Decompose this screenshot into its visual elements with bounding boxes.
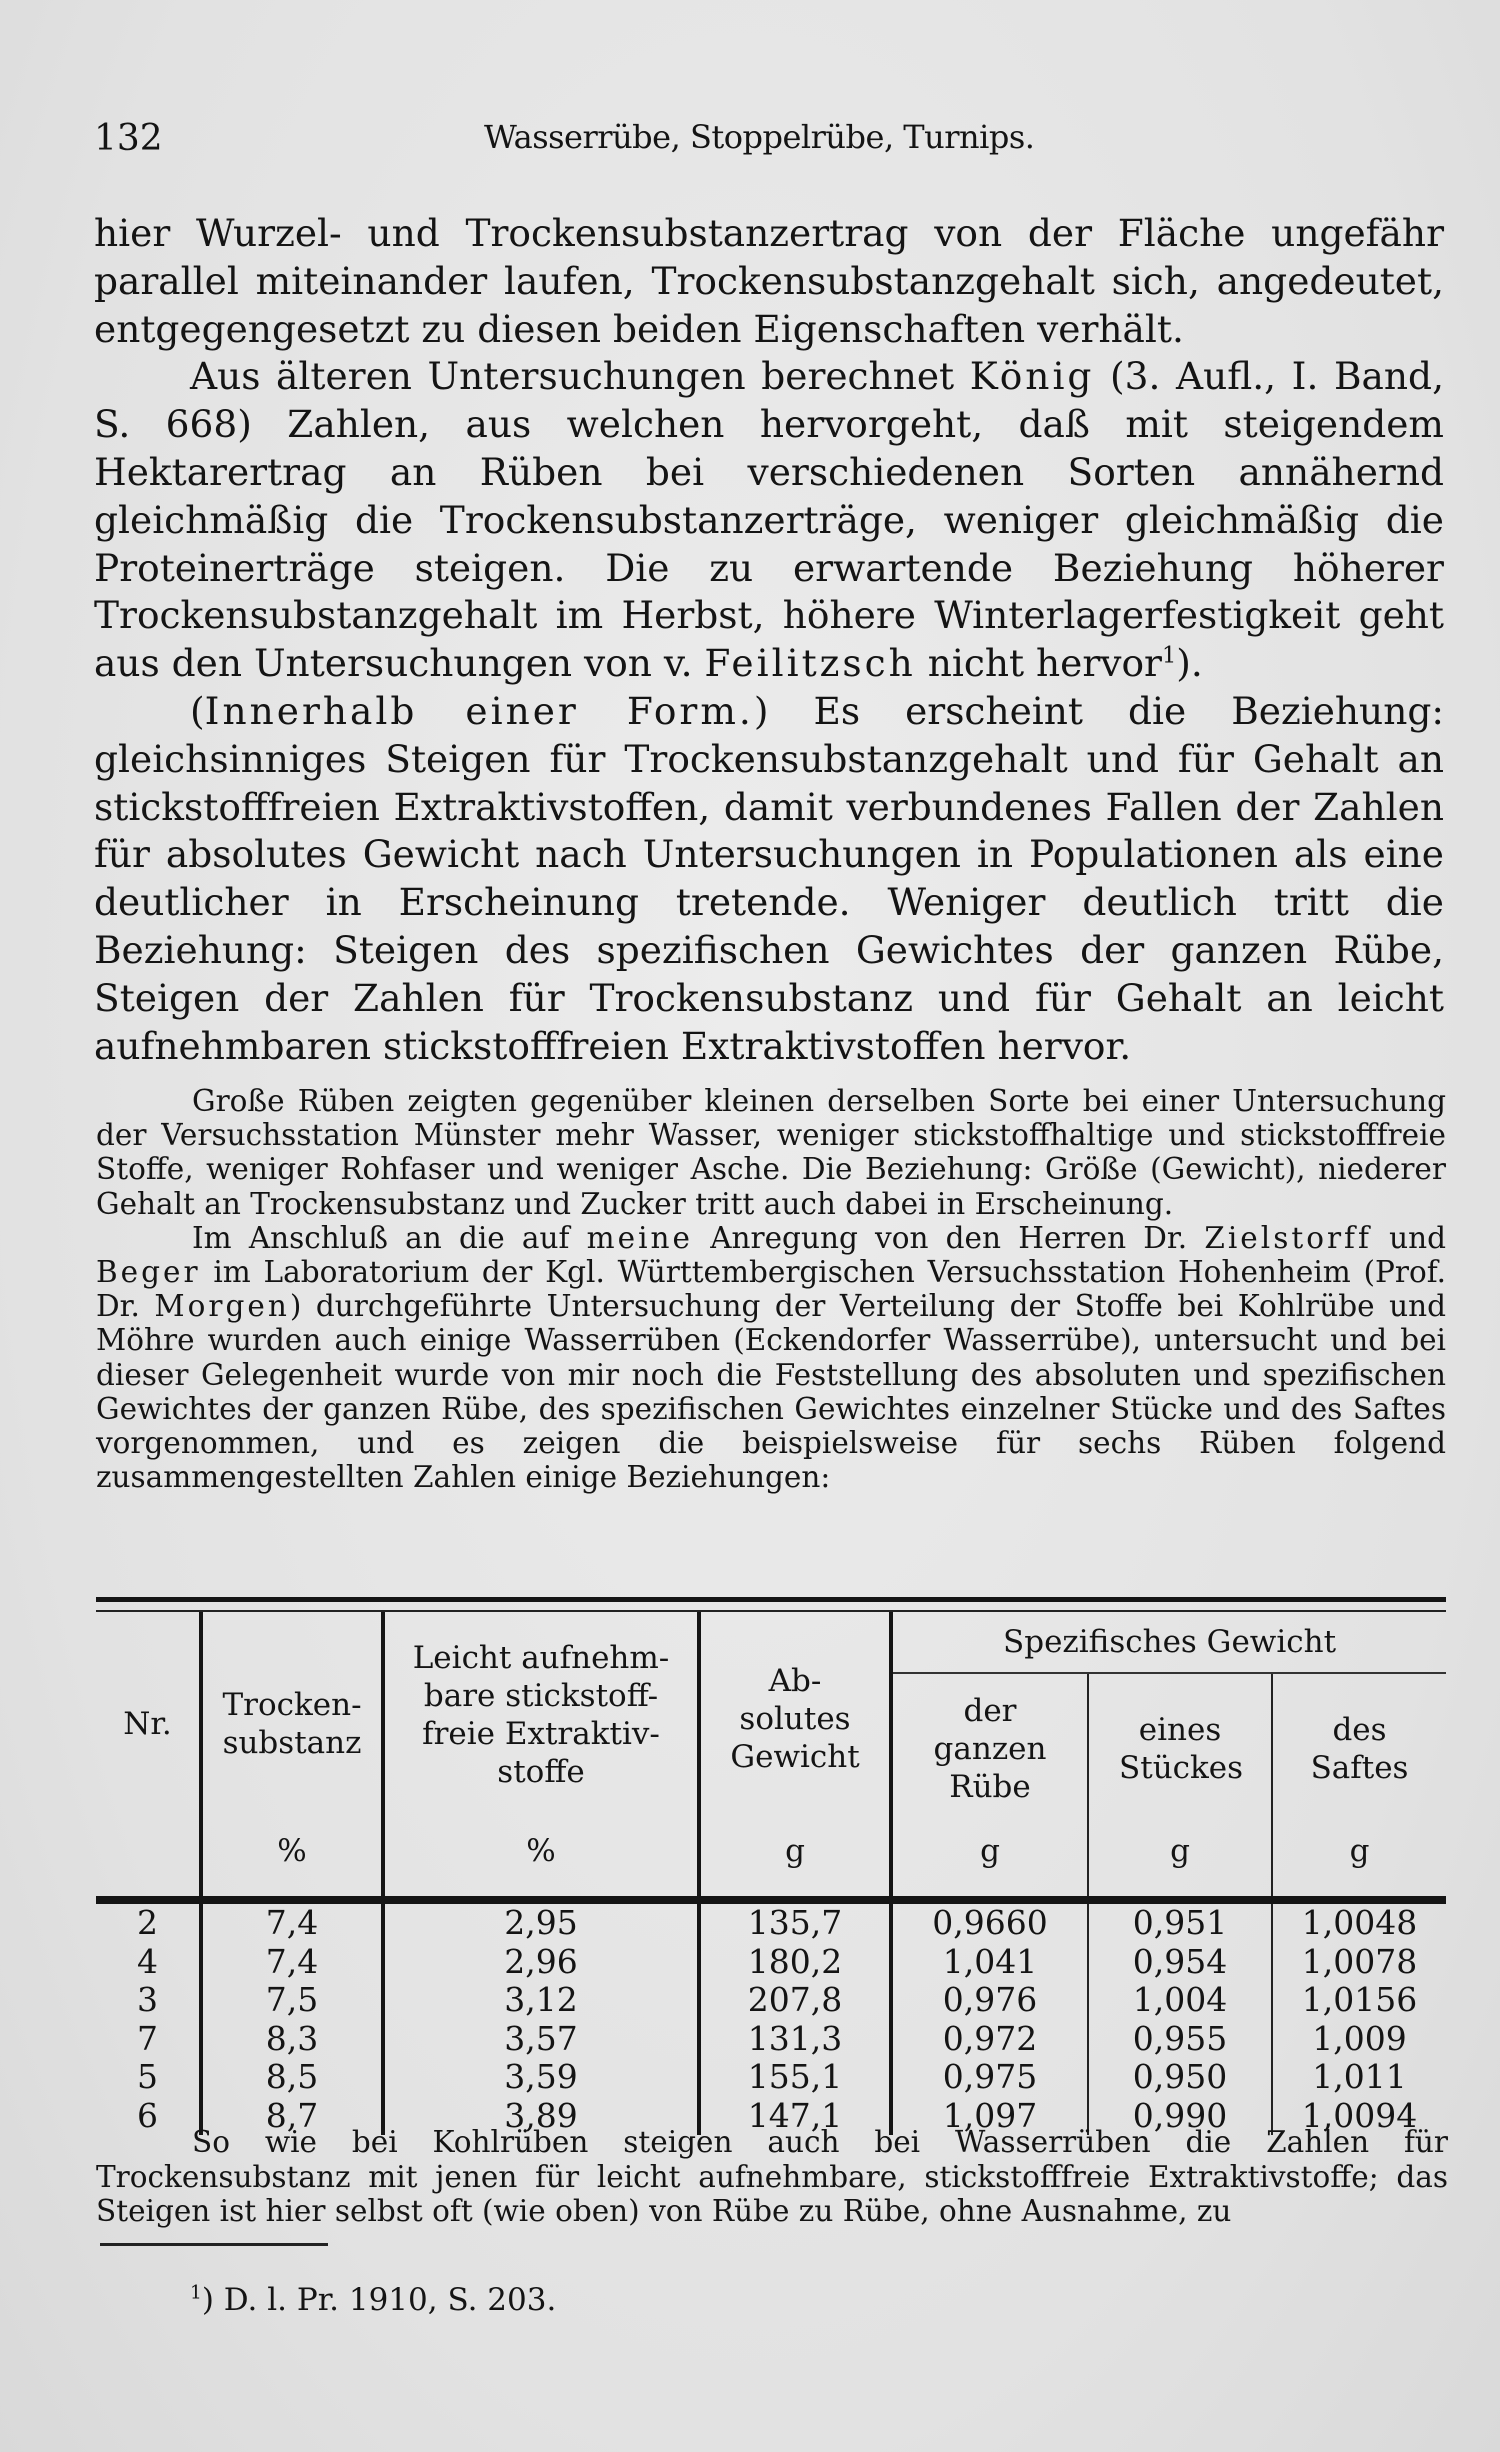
paragraph-3: (Innerhalb einer Form.) Es erscheint die Beziehung: gleichsinniges Steigen für Trockensubstanzgehalt und für Gehalt an stickstofffreien Extraktivstoffen, damit verbundenes Fallen der Zahlen für absolutes Gewicht nach Untersuchungen in Populationen als eine deutlicher in Erscheinung tretende. Weniger deutlich tritt die Beziehung: Steigen des spezifischen Gewichtes der ganzen Rübe, Steigen der Zahlen für Trockensubstanz und für Gehalt an leicht aufnehmbaren stickstofffreien Extraktivstoffen hervor. xyxy=(94,688,1444,1068)
col-header-extraktivstoffe: Leicht aufnehm-bare stickstoff-freie Extraktiv-stoffe xyxy=(383,1612,699,1806)
small-print-section xyxy=(96,1084,1446,1494)
section-label: Innerhalb einer Form. xyxy=(204,688,754,733)
table-row: 4 7,4 2,96 180,2 1,041 0,954 1,0078 xyxy=(96,1943,1446,1982)
col-header-saft: des Saftes xyxy=(1272,1673,1446,1806)
table-row: 6 8,7 3,89 147,1 1,097 0,990 1,0094 xyxy=(96,2097,1446,2136)
small-paragraph-2: Im Anschluß an die auf meine Anregung von den Herren Dr. Zielstorff und Beger im Laboratorium der Kgl. Württembergischen Versuchsstation Hohenheim (Prof. Dr. Morgen) durchgeführte Untersuchung der Verteilung der Stoffe bei Kohlrübe und Möhre wurden auch einige Wasserrüben (Eckendorfer Wasserrübe), untersucht und bei dieser Gelegenheit wurde von mir noch die Feststellung des absoluten und spezifischen Gewichtes der ganzen Rübe, des spezifischen Gewichtes einzelner Stücke und des Saftes vorgenommen, und es zeigen die beispielsweise für sechs Rüben folgend zusammengestellten Zahlen einige Beziehungen: xyxy=(96,1220,1446,1495)
table-row: 3 7,5 3,12 207,8 0,976 1,004 1,0156 xyxy=(96,1981,1446,2020)
footnote-ref[interactable]: 1 xyxy=(1161,642,1177,669)
main-text xyxy=(94,210,1444,1070)
paragraph-1: hier Wurzel- und Trockensubstanzertrag von der Fläche ungefähr parallel miteinander laufen, Trockensubstanzgehalt sich, angedeutet, entgegengesetzt zu diesen beiden Eigenschaften verhält. xyxy=(94,211,1444,351)
unit-gram: g xyxy=(1088,1806,1272,1900)
post-table-text xyxy=(96,2125,1448,2229)
col-header-absolutes-gewicht: Ab-solutes Gewicht xyxy=(699,1612,891,1806)
paragraph-2: Aus älteren Untersuchungen berechnet König (3. Aufl., I. Band, S. 668) Zahlen, aus welchen hervorgeht, daß mit steigendem Hektarertrag an Rüben bei verschiedenen Sorten annähernd gleichmäßig die Trockensubstanzerträge, weniger gleichmäßig die Proteinerträge steigen. Die zu erwartende Beziehung höherer Trockensubstanzgehalt im Herbst, höhere Winterlagerfestigkeit geht aus den Untersuchungen von v. Feilitzsch nicht hervor$^1$). xyxy=(94,354,1444,686)
col-header-trockensubstanz: Trocken-substanz xyxy=(201,1612,383,1806)
unit-gram: g xyxy=(891,1806,1088,1900)
unit-percent: % xyxy=(201,1806,383,1900)
col-header-stueck: eines Stückes xyxy=(1088,1673,1272,1806)
col-header-ganze-ruebe: der ganzen Rübe xyxy=(891,1673,1088,1806)
rueben-table xyxy=(96,1612,1446,2135)
data-table xyxy=(96,1597,1446,2135)
table-row: 5 8,5 3,59 155,1 0,975 0,950 1,011 xyxy=(96,2058,1446,2097)
small-paragraph-1: Große Rüben zeigten gegenüber kleinen derselben Sorte bei einer Untersuchung der Versuchsstation Münster mehr Wasser, weniger stickstoffhaltige und stickstofffreie Stoffe, weniger Rohfaser und weniger Asche. Die Beziehung: Größe (Gewicht), niederer Gehalt an Trockensubstanz und Zucker tritt auch dabei in Erscheinung. xyxy=(96,1084,1446,1221)
header-row-1 xyxy=(96,1612,1446,1673)
running-title: Wasserrübe, Stoppelrübe, Turnips. xyxy=(484,118,1035,156)
units-row xyxy=(96,1806,1446,1900)
unit-gram: g xyxy=(699,1806,891,1900)
col-header-nr: Nr. xyxy=(123,1706,172,1742)
author-name-koenig: König xyxy=(969,354,1095,399)
table-row: 2 7,4 2,95 135,7 0,9660 0,951 1,0048 xyxy=(96,1904,1446,1943)
footnote-text: ) D. l. Pr. 1910, S. 203. xyxy=(201,2282,557,2318)
page-number: 132 xyxy=(94,118,163,159)
footnote-marker: 1 xyxy=(190,2282,202,2304)
page-header xyxy=(94,118,1444,158)
post-table-paragraph: So wie bei Kohlrüben steigen auch bei Wasserrüben die Zahlen für Trockensubstanz mit jenen für leicht aufnehmbare, stickstofffreie Extraktivstoffe; das Steigen ist hier selbst oft (wie oben) von Rübe zu Rübe, ohne Ausnahme, zu xyxy=(96,2125,1448,2228)
author-name-feilitzsch: Feilitzsch xyxy=(704,641,916,686)
unit-percent: % xyxy=(383,1806,699,1900)
col-group-spezifisches-gewicht: Spezifisches Gewicht xyxy=(891,1612,1446,1673)
unit-gram: g xyxy=(1272,1806,1446,1900)
table-top-rule xyxy=(96,1597,1446,1602)
footnote-divider xyxy=(100,2243,328,2246)
footnote xyxy=(190,2282,556,2318)
table-row: 7 8,3 3,57 131,3 0,972 0,955 1,009 xyxy=(96,2020,1446,2059)
